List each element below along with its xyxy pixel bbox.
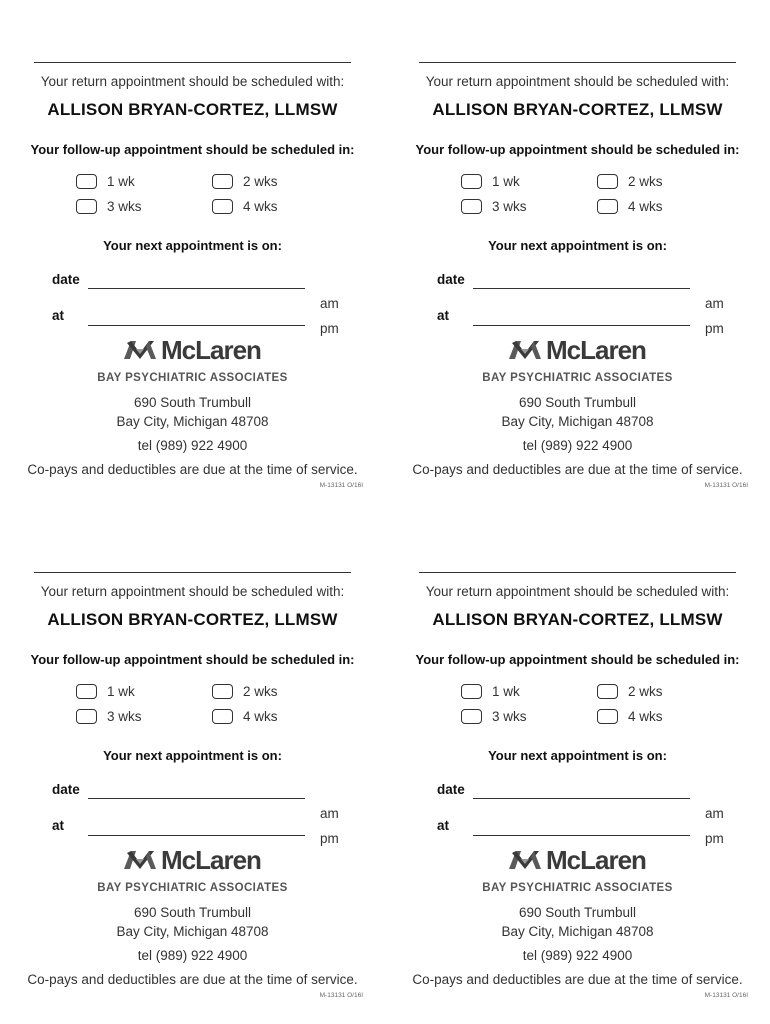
mclaren-logo [507, 333, 652, 367]
option-3-wks[interactable] [461, 197, 527, 215]
date-field[interactable] [473, 798, 690, 799]
checkbox-icon[interactable] [597, 684, 618, 699]
form-code: M-13131 O/16I [319, 992, 363, 999]
next-appointment-heading: Your next appointment is on: [488, 748, 667, 763]
date-label: date [52, 782, 80, 797]
option-3-wks[interactable] [76, 197, 142, 215]
logo-wordmark: McLaren [161, 844, 261, 875]
option-label: 4 wks [628, 708, 663, 724]
next-appointment-heading: Your next appointment is on: [103, 748, 282, 763]
appointment-card [0, 0, 385, 512]
option-4-wks[interactable] [212, 197, 278, 215]
address-line-1: 690 South Trumbull [518, 395, 637, 410]
option-label: 1 wk [107, 173, 135, 189]
option-2-wks[interactable] [212, 172, 278, 190]
date-label: date [437, 272, 465, 287]
return-appointment-text: Your return appointment should be scheduled with: [425, 74, 730, 89]
option-label: 2 wks [243, 683, 278, 699]
option-2-wks[interactable] [212, 682, 278, 700]
pm-option[interactable]: pm [320, 831, 339, 846]
checkbox-icon[interactable] [461, 709, 482, 724]
option-1-wk[interactable] [461, 682, 520, 700]
option-label: 3 wks [107, 708, 142, 724]
mclaren-logo [122, 333, 267, 367]
option-1-wk[interactable] [76, 172, 135, 190]
option-label: 1 wk [492, 173, 520, 189]
option-label: 2 wks [628, 173, 663, 189]
option-4-wks[interactable] [597, 707, 663, 725]
pm-option[interactable]: pm [705, 831, 724, 846]
date-label: date [52, 272, 80, 287]
option-1-wk[interactable] [461, 172, 520, 190]
return-appointment-text: Your return appointment should be scheduled with: [425, 584, 730, 599]
logo-wordmark: McLaren [546, 844, 646, 875]
return-appointment-text: Your return appointment should be scheduled with: [40, 74, 345, 89]
practice-name: BAY PSYCHIATRIC ASSOCIATES [482, 372, 673, 384]
address-line-1: 690 South Trumbull [133, 395, 252, 410]
option-label: 2 wks [628, 683, 663, 699]
time-field[interactable] [88, 835, 305, 836]
option-1-wk[interactable] [76, 682, 135, 700]
mclaren-logo [507, 843, 652, 877]
practice-name: BAY PSYCHIATRIC ASSOCIATES [97, 372, 288, 384]
checkbox-icon[interactable] [597, 709, 618, 724]
practice-name: BAY PSYCHIATRIC ASSOCIATES [482, 882, 673, 894]
signature-line[interactable] [34, 62, 351, 63]
option-4-wks[interactable] [212, 707, 278, 725]
checkbox-icon[interactable] [212, 684, 233, 699]
checkbox-icon[interactable] [76, 199, 97, 214]
appointment-card [385, 510, 770, 1022]
checkbox-icon[interactable] [212, 709, 233, 724]
checkbox-icon[interactable] [597, 199, 618, 214]
option-2-wks[interactable] [597, 682, 663, 700]
telephone: tel (989) 922 4900 [522, 948, 633, 963]
signature-line[interactable] [419, 62, 736, 63]
checkbox-icon[interactable] [461, 174, 482, 189]
option-label: 3 wks [492, 708, 527, 724]
pm-option[interactable]: pm [320, 321, 339, 336]
time-field[interactable] [473, 835, 690, 836]
appointment-card [0, 510, 385, 1022]
logo-wordmark: McLaren [161, 334, 261, 365]
checkbox-icon[interactable] [76, 684, 97, 699]
option-3-wks[interactable] [76, 707, 142, 725]
option-label: 2 wks [243, 173, 278, 189]
telephone: tel (989) 922 4900 [137, 438, 248, 453]
address-line-1: 690 South Trumbull [133, 905, 252, 920]
practice-name: BAY PSYCHIATRIC ASSOCIATES [97, 882, 288, 894]
option-label: 1 wk [492, 683, 520, 699]
followup-heading: Your follow-up appointment should be scheduled in: [30, 652, 355, 667]
pm-option[interactable]: pm [705, 321, 724, 336]
time-label: at [52, 308, 65, 323]
option-label: 1 wk [107, 683, 135, 699]
form-code: M-13131 O/16I [704, 482, 748, 489]
checkbox-icon[interactable] [461, 199, 482, 214]
provider-name: ALLISON BRYAN-CORTEZ, LLMSW [47, 100, 338, 119]
appointment-card [385, 0, 770, 512]
option-label: 4 wks [243, 708, 278, 724]
checkbox-icon[interactable] [597, 174, 618, 189]
am-option[interactable]: am [705, 296, 724, 311]
option-label: 4 wks [628, 198, 663, 214]
option-3-wks[interactable] [461, 707, 527, 725]
option-2-wks[interactable] [597, 172, 663, 190]
option-label: 4 wks [243, 198, 278, 214]
next-appointment-heading: Your next appointment is on: [103, 238, 282, 253]
form-code: M-13131 O/16I [319, 482, 363, 489]
signature-line[interactable] [419, 572, 736, 573]
mclaren-mark-icon [122, 847, 158, 873]
checkbox-icon[interactable] [76, 709, 97, 724]
time-label: at [52, 818, 65, 833]
telephone: tel (989) 922 4900 [522, 438, 633, 453]
copay-notice: Co-pays and deductibles are due at the time of service. [412, 972, 743, 987]
date-label: date [437, 782, 465, 797]
time-label: at [437, 818, 450, 833]
provider-name: ALLISON BRYAN-CORTEZ, LLMSW [432, 610, 723, 629]
logo-wordmark: McLaren [546, 334, 646, 365]
followup-heading: Your follow-up appointment should be scheduled in: [30, 142, 355, 157]
time-field[interactable] [88, 325, 305, 326]
address-line-2: Bay City, Michigan 48708 [116, 924, 269, 939]
provider-name: ALLISON BRYAN-CORTEZ, LLMSW [432, 100, 723, 119]
checkbox-icon[interactable] [212, 174, 233, 189]
signature-line[interactable] [34, 572, 351, 573]
telephone: tel (989) 922 4900 [137, 948, 248, 963]
mclaren-logo [122, 843, 267, 877]
copay-notice: Co-pays and deductibles are due at the time of service. [27, 972, 358, 987]
next-appointment-heading: Your next appointment is on: [488, 238, 667, 253]
mclaren-mark-icon [507, 847, 543, 873]
option-label: 3 wks [492, 198, 527, 214]
mclaren-mark-icon [122, 337, 158, 363]
date-field[interactable] [473, 288, 690, 289]
copay-notice: Co-pays and deductibles are due at the time of service. [412, 462, 743, 477]
option-label: 3 wks [107, 198, 142, 214]
return-appointment-text: Your return appointment should be scheduled with: [40, 584, 345, 599]
time-field[interactable] [473, 325, 690, 326]
am-option[interactable]: am [320, 806, 339, 821]
address-line-2: Bay City, Michigan 48708 [501, 414, 654, 429]
checkbox-icon[interactable] [461, 684, 482, 699]
address-line-2: Bay City, Michigan 48708 [116, 414, 269, 429]
option-4-wks[interactable] [597, 197, 663, 215]
am-option[interactable]: am [320, 296, 339, 311]
checkbox-icon[interactable] [212, 199, 233, 214]
date-field[interactable] [88, 288, 305, 289]
am-option[interactable]: am [705, 806, 724, 821]
address-line-1: 690 South Trumbull [518, 905, 637, 920]
copay-notice: Co-pays and deductibles are due at the time of service. [27, 462, 358, 477]
address-line-2: Bay City, Michigan 48708 [501, 924, 654, 939]
form-code: M-13131 O/16I [704, 992, 748, 999]
date-field[interactable] [88, 798, 305, 799]
checkbox-icon[interactable] [76, 174, 97, 189]
followup-heading: Your follow-up appointment should be scheduled in: [415, 142, 740, 157]
time-label: at [437, 308, 450, 323]
provider-name: ALLISON BRYAN-CORTEZ, LLMSW [47, 610, 338, 629]
followup-heading: Your follow-up appointment should be scheduled in: [415, 652, 740, 667]
mclaren-mark-icon [507, 337, 543, 363]
